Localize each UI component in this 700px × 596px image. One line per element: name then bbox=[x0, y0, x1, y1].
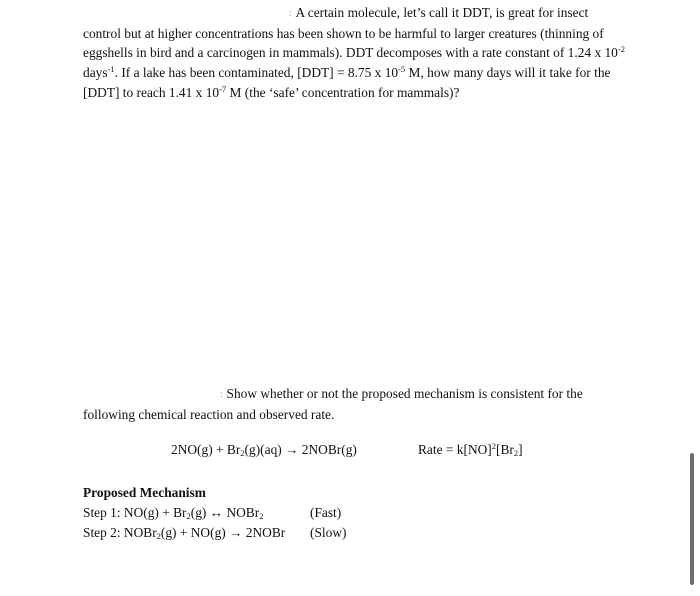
reaction-text: 2NO(g) + Br bbox=[171, 442, 241, 457]
rate-text: ] bbox=[518, 442, 523, 457]
vertical-scrollbar[interactable] bbox=[690, 453, 694, 585]
problem-mechanism bbox=[83, 384, 633, 424]
mechanism-step-1 bbox=[83, 503, 342, 523]
proposed-mechanism bbox=[83, 483, 347, 543]
mechanism-title: Proposed Mechanism bbox=[83, 485, 206, 500]
exponent: -2 bbox=[617, 44, 625, 55]
problem-ddt-intro: A certain molecule, let’s call it DDT, is great for insect bbox=[295, 5, 589, 20]
subscript: 2 bbox=[259, 511, 264, 521]
problem-ddt-text-e: M (the ‘safe’ concentration for mammals)? bbox=[226, 84, 460, 100]
step-text: (g) + NO(g) → 2NOBr bbox=[160, 525, 286, 540]
exponent: -1 bbox=[107, 63, 115, 74]
chemical-reaction bbox=[171, 442, 357, 458]
exponent: -7 bbox=[219, 83, 227, 94]
problem-mechanism-line2: following chemical reaction and observed rate. bbox=[83, 406, 335, 422]
step-speed: (Slow) bbox=[310, 525, 347, 540]
step-equation bbox=[83, 503, 263, 523]
problem-ddt-text-a: control but at higher concentrations has been shown to be harmful to larger creatures (thinning of eggshells in bird and a carcinogen in mammals). DDT decomposes with a rate constant of 1.24 x 10 bbox=[83, 25, 618, 61]
step-text: Step 1: NO(g) + Br bbox=[83, 505, 187, 520]
reaction-text: (g)(aq) → 2NOBr(g) bbox=[244, 442, 357, 457]
step-text: (g) ↔ NOBr bbox=[190, 505, 260, 520]
step-text: Step 2: NOBr bbox=[83, 525, 157, 540]
problem-ddt bbox=[83, 3, 633, 102]
subscript: 2 bbox=[186, 511, 191, 521]
step-speed: (Fast) bbox=[310, 505, 342, 520]
problem-ddt-text-b: days bbox=[83, 64, 108, 80]
problem-ddt-text-d: M, how many days will it take for the [DDT] to reach 1.41 x 10 bbox=[83, 64, 611, 100]
subscript: 2 bbox=[156, 531, 161, 541]
subscript: 2 bbox=[513, 448, 519, 458]
rate-text: Rate = k[NO] bbox=[418, 442, 492, 457]
rate-law bbox=[418, 442, 523, 458]
exponent: -5 bbox=[398, 63, 406, 74]
mechanism-step-2 bbox=[83, 523, 347, 543]
superscript: 2 bbox=[491, 441, 496, 451]
step-equation bbox=[83, 523, 285, 543]
bullet-marker-icon: : bbox=[220, 389, 223, 400]
problem-ddt-first-line bbox=[83, 3, 633, 24]
problem-ddt-text-c: . If a lake has been contaminated, [DDT] = 8.75 x 10 bbox=[114, 64, 399, 80]
problem-mechanism-line1: Show whether or not the proposed mechanism is consistent for the bbox=[226, 386, 583, 401]
subscript: 2 bbox=[240, 448, 245, 458]
rate-text: [Br bbox=[496, 442, 514, 457]
problem-mechanism-first-line bbox=[83, 384, 633, 405]
bullet-marker-icon: : bbox=[289, 8, 292, 19]
